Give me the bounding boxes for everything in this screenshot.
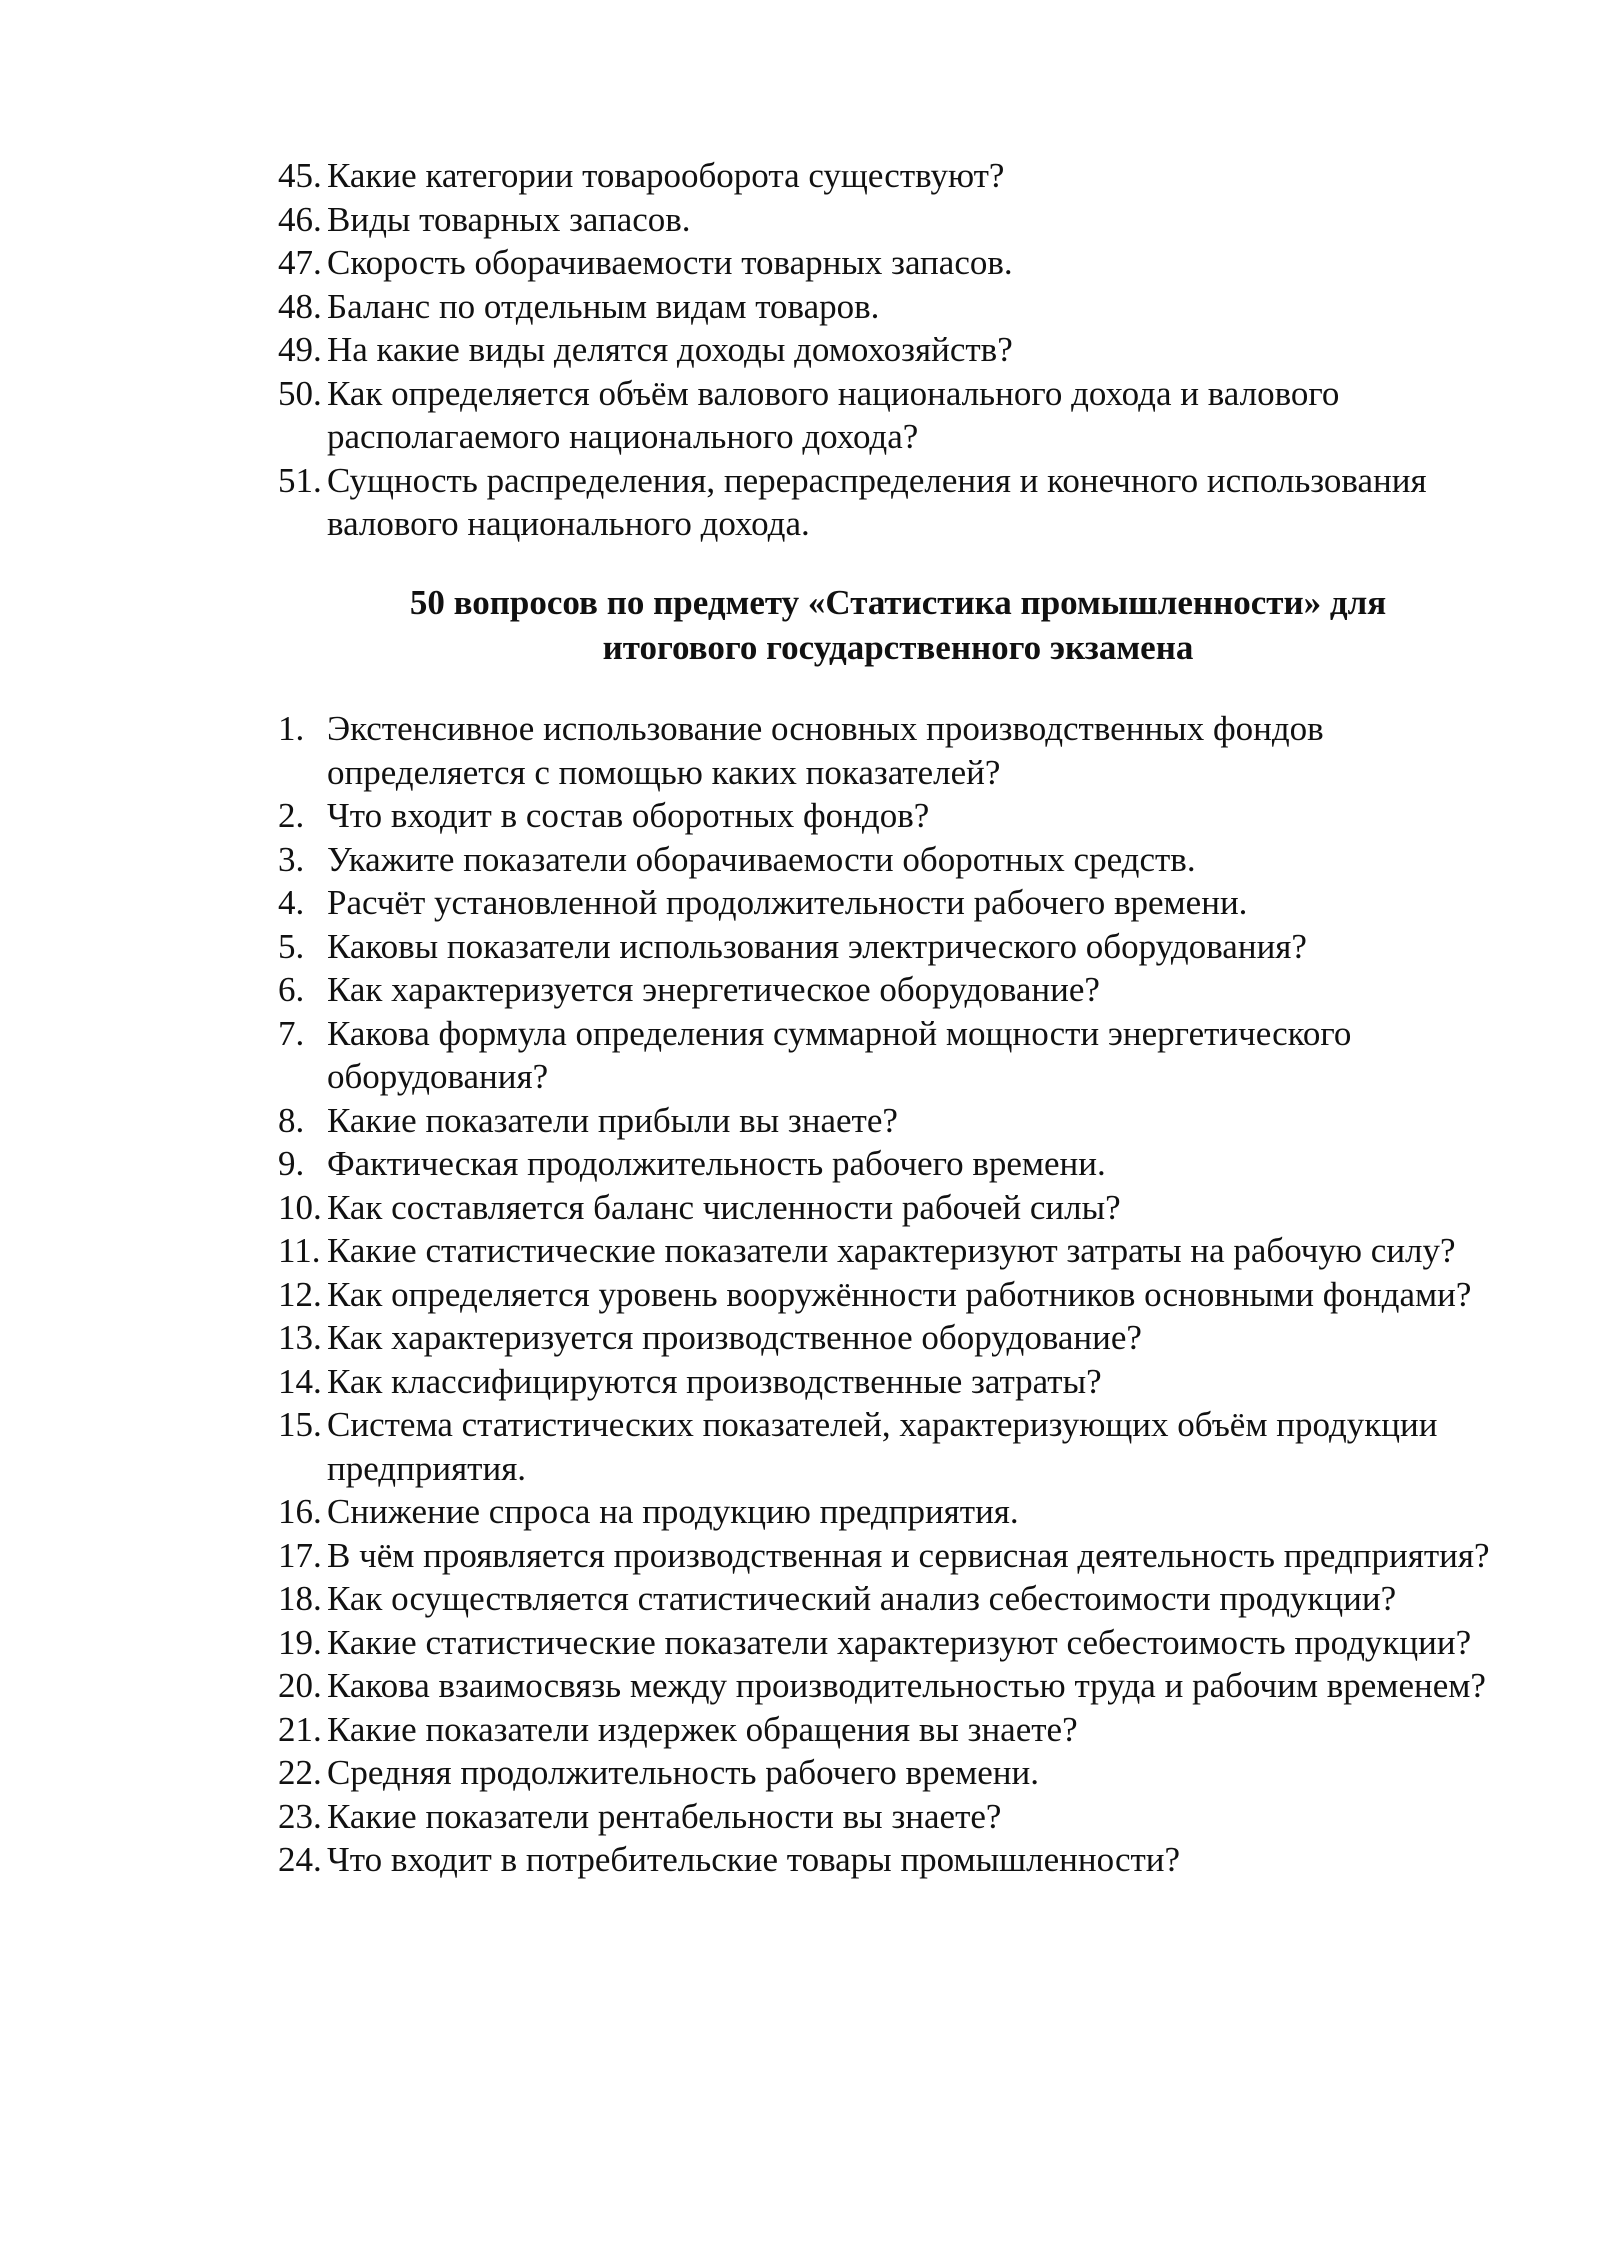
item-text: Какова формула определения суммарной мощности энергетического оборудования? [327, 1013, 1352, 1096]
section-heading [278, 580, 1518, 670]
list-item [278, 1012, 1498, 1099]
list-item [278, 1795, 1498, 1839]
item-text: Как составляется баланс численности рабочей силы? [327, 1187, 1121, 1227]
item-text: Что входит в потребительские товары промышленности? [327, 1840, 1181, 1879]
list-item [278, 838, 1498, 882]
question-list-continued [278, 154, 1498, 546]
list-item [278, 1664, 1498, 1708]
item-text: На какие виды делятся доходы домохозяйств? [327, 330, 1013, 369]
item-number: 19. [278, 1622, 322, 1662]
item-text: Баланс по отдельным видам товаров. [327, 286, 880, 326]
item-text: Скорость оборачиваемости товарных запасов. [327, 243, 1013, 282]
list-item [278, 1490, 1498, 1534]
item-text: Как определяется уровень вооружённости работников основными фондами? [327, 1274, 1472, 1314]
item-number: 8. [278, 1100, 305, 1140]
item-number: 7. [278, 1013, 305, 1053]
list-item [278, 925, 1498, 969]
item-text: Виды товарных запасов. [327, 199, 691, 239]
list-item [278, 707, 1498, 794]
item-text: Какие категории товарооборота существуют? [327, 156, 1005, 195]
item-number: 50. [278, 373, 322, 413]
list-item [278, 1142, 1498, 1186]
item-number: 49. [278, 330, 322, 369]
item-number: 47. [278, 243, 322, 282]
item-text: Система статистических показателей, характеризующих объём продукции предприятия. [327, 1405, 1438, 1488]
list-item [278, 1273, 1498, 1317]
item-text: Экстенсивное использование основных производственных фондов определяется с помощью каких показателей? [327, 709, 1324, 792]
item-text: Расчёт установленной продолжительности рабочего времени. [327, 883, 1248, 922]
item-text: Сущность распределения, перераспределения и конечного использования валового национального дохода. [327, 460, 1427, 543]
item-text: В чём проявляется производственная и сервисная деятельность предприятия? [327, 1535, 1490, 1575]
list-item [278, 154, 1498, 198]
item-number: 18. [278, 1579, 322, 1618]
item-text: Как определяется объём валового национального дохода и валового располагаемого национального дохода? [327, 373, 1340, 456]
list-item [278, 968, 1498, 1012]
item-text: Какие статистические показатели характеризуют затраты на рабочую силу? [327, 1231, 1456, 1270]
item-text: Фактическая продолжительность рабочего времени. [327, 1144, 1106, 1183]
item-text: Какие показатели рентабельности вы знаете? [327, 1796, 1002, 1836]
item-number: 45. [278, 156, 322, 195]
list-item [278, 794, 1498, 838]
list-item [278, 1099, 1498, 1143]
item-number: 2. [278, 796, 305, 835]
item-text: Какие показатели издержек обращения вы знаете? [327, 1709, 1078, 1749]
list-item [278, 1577, 1498, 1621]
item-number: 22. [278, 1753, 322, 1792]
list-item [278, 459, 1498, 546]
item-number: 5. [278, 926, 305, 966]
item-number: 3. [278, 839, 305, 879]
list-item [278, 1751, 1498, 1795]
item-text: Каковы показатели использования электрического оборудования? [327, 926, 1307, 966]
item-number: 10. [278, 1187, 322, 1227]
item-number: 46. [278, 199, 322, 239]
list-item [278, 285, 1498, 329]
list-item [278, 881, 1498, 925]
list-item [278, 328, 1498, 372]
item-number: 16. [278, 1492, 322, 1531]
item-number: 48. [278, 286, 322, 326]
item-number: 4. [278, 883, 305, 922]
list-item [278, 1621, 1498, 1665]
item-number: 51. [278, 460, 322, 500]
list-item [278, 241, 1498, 285]
item-number: 24. [278, 1840, 322, 1879]
item-text: Как характеризуется энергетическое оборудование? [327, 970, 1100, 1009]
item-text: Как характеризуется производственное оборудование? [327, 1318, 1142, 1357]
item-text: Какие статистические показатели характеризуют себестоимость продукции? [327, 1622, 1472, 1662]
question-list [278, 707, 1498, 1882]
item-number: 12. [278, 1274, 322, 1314]
list-item [278, 1534, 1498, 1578]
item-number: 9. [278, 1144, 305, 1183]
item-text: Как осуществляется статистический анализ себестоимости продукции? [327, 1579, 1397, 1618]
item-text: Снижение спроса на продукцию предприятия. [327, 1492, 1019, 1531]
item-text: Какие показатели прибыли вы знаете? [327, 1100, 898, 1140]
item-number: 17. [278, 1535, 322, 1575]
item-number: 23. [278, 1796, 322, 1836]
list-item [278, 198, 1498, 242]
item-text: Что входит в состав оборотных фондов? [327, 796, 930, 835]
item-number: 13. [278, 1318, 322, 1357]
list-item [278, 1229, 1498, 1273]
item-text: Укажите показатели оборачиваемости оборотных средств. [327, 839, 1196, 879]
list-item [278, 1186, 1498, 1230]
list-item [278, 372, 1498, 459]
heading-line-2: итогового государственного экзамена [602, 628, 1194, 667]
item-number: 14. [278, 1361, 322, 1401]
item-text: Как классифицируются производственные затраты? [327, 1361, 1102, 1401]
list-item [278, 1360, 1498, 1404]
item-text: Какова взаимосвязь между производительностью труда и рабочим временем? [327, 1666, 1486, 1705]
item-number: 6. [278, 970, 305, 1009]
item-number: 15. [278, 1405, 322, 1444]
list-item [278, 1403, 1498, 1490]
list-item [278, 1316, 1498, 1360]
heading-line-1: 50 вопросов по предмету «Статистика промышленности» для [409, 583, 1387, 622]
item-number: 11. [278, 1231, 321, 1270]
item-number: 20. [278, 1666, 322, 1705]
list-item [278, 1708, 1498, 1752]
item-text: Средняя продолжительность рабочего времени. [327, 1753, 1040, 1792]
item-number: 1. [278, 709, 305, 748]
item-number: 21. [278, 1709, 322, 1749]
list-item [278, 1838, 1498, 1882]
